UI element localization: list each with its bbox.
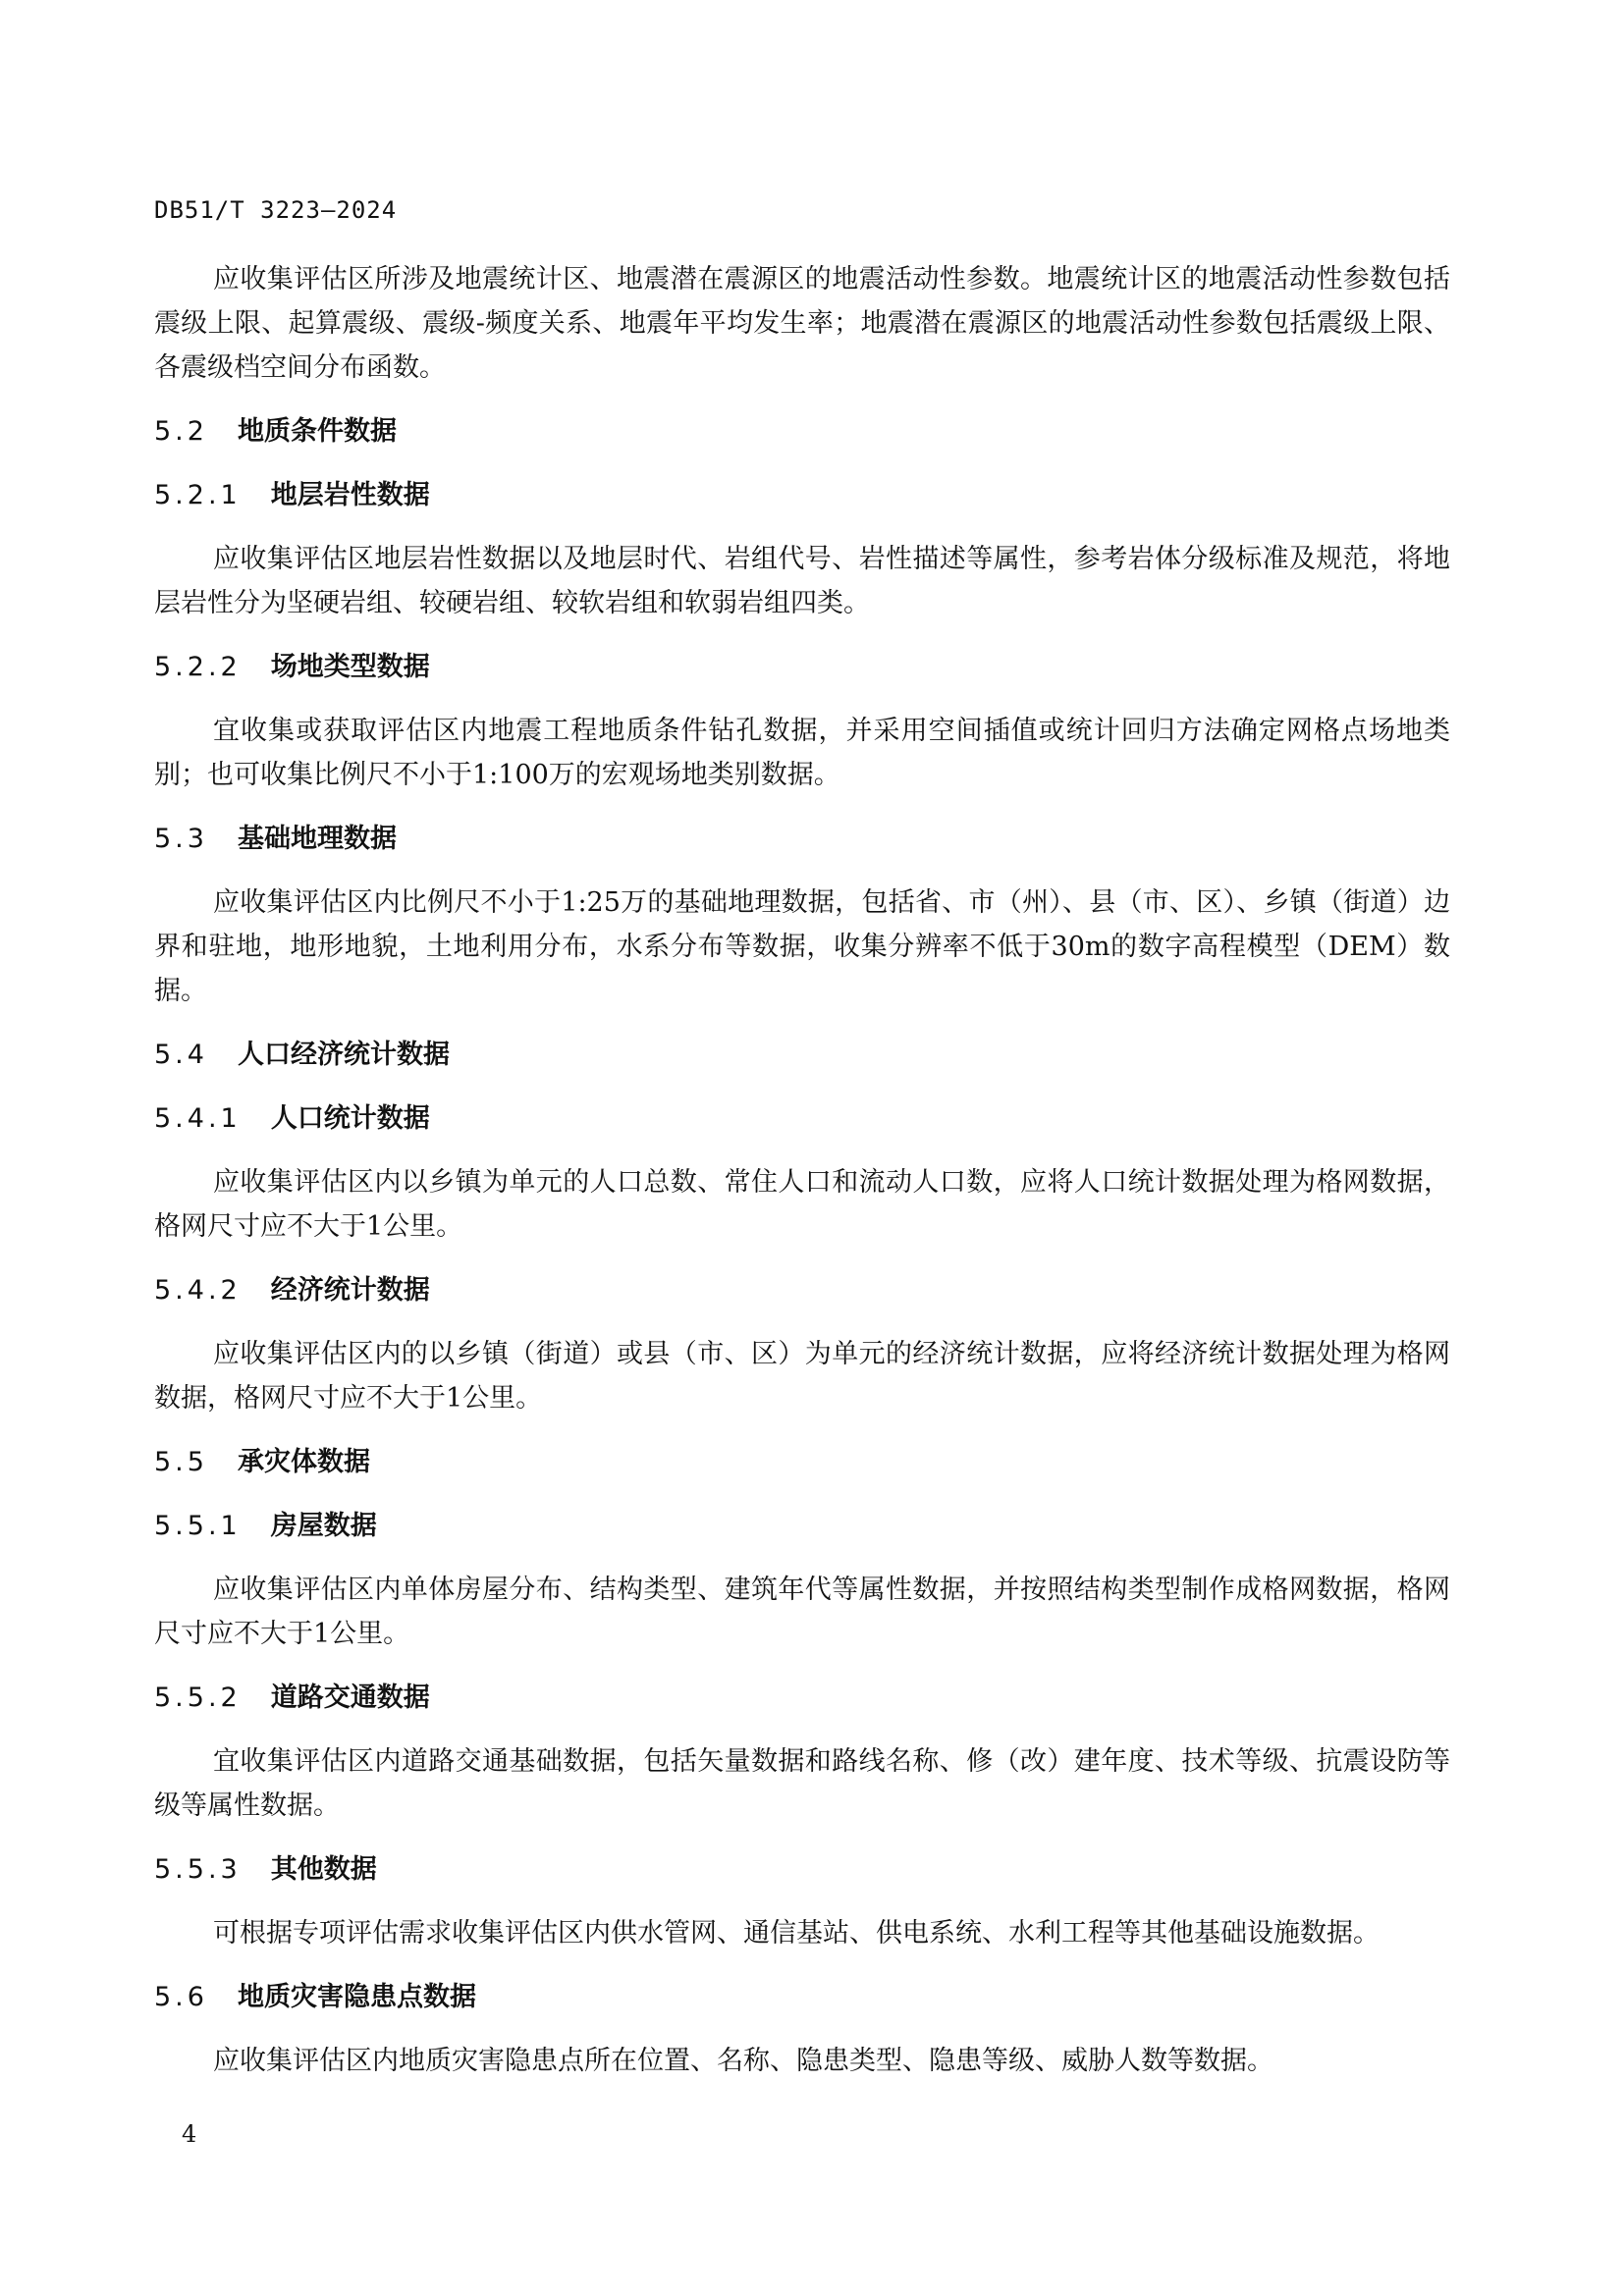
- document-id-header: DB51/T 3223—2024: [154, 196, 398, 224]
- section-heading: [154, 817, 1450, 861]
- section-title: 基础地理数据: [237, 824, 397, 854]
- section-title: 其他数据: [270, 1854, 377, 1885]
- section-number: 5.4: [154, 1040, 208, 1070]
- body-paragraph: 宜收集评估区内道路交通基础数据，包括矢量数据和路线名称、修（改）建年度、技术等级、抗震设防等级等属性数据。: [154, 1746, 1450, 1821]
- document-body: [154, 257, 1450, 2103]
- section-heading: [154, 1268, 1450, 1312]
- body-paragraph: 应收集评估区内以乡镇为单元的人口总数、常住人口和流动人口数，应将人口统计数据处理为格网数据，格网尺寸应不大于1公里。: [154, 1167, 1450, 1242]
- section-heading: [154, 1096, 1450, 1141]
- section-number: 5.2.1: [154, 480, 242, 510]
- body-paragraph: 应收集评估区内比例尺不小于1:25万的基础地理数据，包括省、市（州）、县（市、区）、乡镇（街道）边界和驻地，地形地貌，土地利用分布，水系分布等数据，收集分辨率不低于30m的数字高程模型（DEM）数据。: [154, 887, 1450, 1006]
- section-number: 5.5.3: [154, 1854, 242, 1885]
- section-number: 5.2: [154, 416, 208, 447]
- section-heading: [154, 645, 1450, 689]
- section-number: 5.3: [154, 824, 208, 854]
- section-title: 经济统计数据: [270, 1275, 430, 1306]
- section-number: 5.5.1: [154, 1511, 242, 1541]
- body-paragraph: 应收集评估区内单体房屋分布、结构类型、建筑年代等属性数据，并按照结构类型制作成格网数据，格网尺寸应不大于1公里。: [154, 1575, 1450, 1649]
- section-title: 地质灾害隐患点数据: [237, 1982, 476, 2012]
- section-title: 地质条件数据: [237, 416, 397, 447]
- section-title: 地层岩性数据: [270, 480, 430, 510]
- body-paragraph: 可根据专项评估需求收集评估区内供水管网、通信基站、供电系统、水利工程等其他基础设施数据。: [213, 1918, 1380, 1949]
- section-heading: [154, 473, 1450, 517]
- section-heading: [154, 1676, 1450, 1720]
- body-paragraph: 应收集评估区地层岩性数据以及地层时代、岩组代号、岩性描述等属性，参考岩体分级标准及规范，将地层岩性分为坚硬岩组、较硬岩组、较软岩组和软弱岩组四类。: [154, 544, 1450, 618]
- section-number: 5.5: [154, 1447, 208, 1477]
- section-title: 人口经济统计数据: [237, 1040, 450, 1070]
- section-number: 5.6: [154, 1982, 208, 2012]
- section-heading: [154, 1033, 1450, 1077]
- section-number: 5.2.2: [154, 652, 242, 682]
- page-number: 4: [182, 2120, 197, 2148]
- section-number: 5.4.2: [154, 1275, 242, 1306]
- section-heading: [154, 1975, 1450, 2019]
- section-title: 道路交通数据: [270, 1682, 430, 1713]
- body-paragraph: 应收集评估区内地质灾害隐患点所在位置、名称、隐患类型、隐患等级、威胁人数等数据。: [213, 2046, 1273, 2076]
- section-title: 场地类型数据: [270, 652, 430, 682]
- section-heading: [154, 1847, 1450, 1892]
- section-heading: [154, 1504, 1450, 1548]
- body-paragraph: 应收集评估区内的以乡镇（街道）或县（市、区）为单元的经济统计数据，应将经济统计数据处理为格网数据，格网尺寸应不大于1公里。: [154, 1339, 1450, 1414]
- body-paragraph: 宜收集或获取评估区内地震工程地质条件钻孔数据，并采用空间插值或统计回归方法确定网格点场地类别；也可收集比例尺不小于1:100万的宏观场地类别数据。: [154, 716, 1450, 790]
- body-paragraph: 应收集评估区所涉及地震统计区、地震潜在震源区的地震活动性参数。地震统计区的地震活动性参数包括震级上限、起算震级、震级-频度关系、地震年平均发生率；地震潜在震源区的地震活动性参数包括震级上限、各震级档空间分布函数。: [154, 264, 1450, 383]
- section-heading: [154, 409, 1450, 454]
- section-number: 5.5.2: [154, 1682, 242, 1713]
- section-number: 5.4.1: [154, 1103, 242, 1134]
- section-title: 人口统计数据: [270, 1103, 430, 1134]
- section-heading: [154, 1440, 1450, 1484]
- section-title: 房屋数据: [270, 1511, 377, 1541]
- section-title: 承灾体数据: [237, 1447, 370, 1477]
